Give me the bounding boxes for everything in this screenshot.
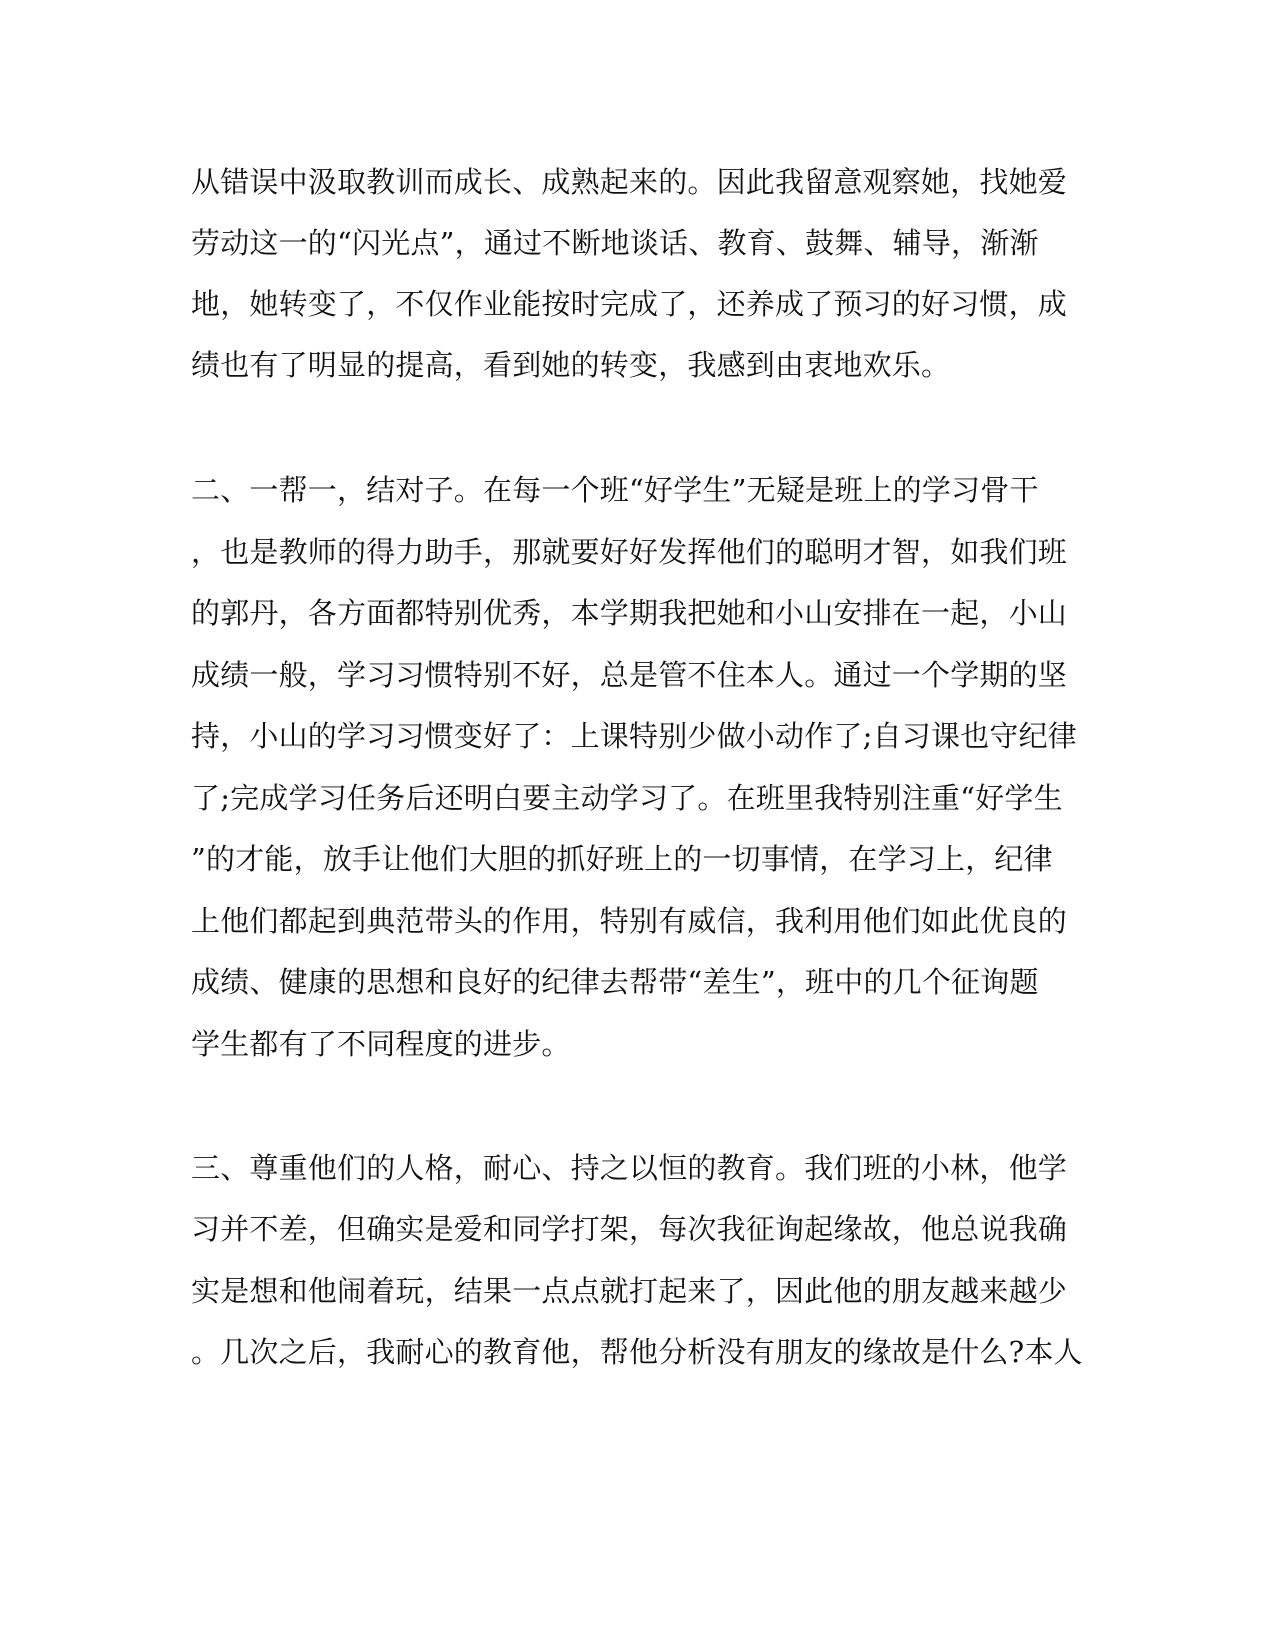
text-line: 二、一帮一，结对子。在每一个班“好学生”无疑是班上的学习骨干 [191,473,1039,507]
text-line: 习并不差，但确实是爱和同学打架，每次我征询起缘故，他总说我确 [191,1212,1068,1246]
text-line: ”的才能，放手让他们大胆的抓好班上的一切事情，在学习上，纪律 [191,842,1053,876]
text-line: 劳动这一的“闪光点”，通过不断地谈话、教育、鼓舞、辅导，渐渐 [191,226,1039,260]
text-line: 了;完成学习任务后还明白要主动学习了。在班里我特别注重“好学生 [191,781,1063,815]
text-line: 地，她转变了，不仅作业能按时完成了，还养成了预习的好习惯，成 [191,287,1068,321]
text-line: 学生都有了不同程度的进步。 [191,1027,571,1061]
text-line: 成绩一般，学习习惯特别不好，总是管不住本人。通过一个学期的坚 [191,658,1068,692]
text-line: 的郭丹，各方面都特别优秀，本学期我把她和小山安排在一起，小山 [191,596,1068,630]
text-line: 从错误中汲取教训而成长、成熟起来的。因此我留意观察她，找她爱 [191,165,1068,199]
text-line: 持，小山的学习习惯变好了：上课特别少做小动作了;自习课也守纪律 [191,719,1077,753]
text-line: ，也是教师的得力助手，那就要好好发挥他们的聪明才智，如我们班 [191,535,1068,569]
text-line: 上他们都起到典范带头的作用，特别有威信，我利用他们如此优良的 [191,904,1068,938]
text-line: 。几次之后，我耐心的教育他，帮他分析没有朋友的缘故是什么?本人 [191,1335,1083,1369]
text-line: 成绩、健康的思想和良好的纪律去帮带“差生”，班中的几个征询题 [191,965,1039,999]
text-line: 绩也有了明显的提高，看到她的转变，我感到由衷地欢乐。 [191,348,951,382]
text-line: 三、尊重他们的人格，耐心、持之以恒的教育。我们班的小林，他学 [191,1151,1068,1185]
text-line: 实是想和他闹着玩，结果一点点就打起来了，因此他的朋友越来越少 [191,1274,1068,1308]
